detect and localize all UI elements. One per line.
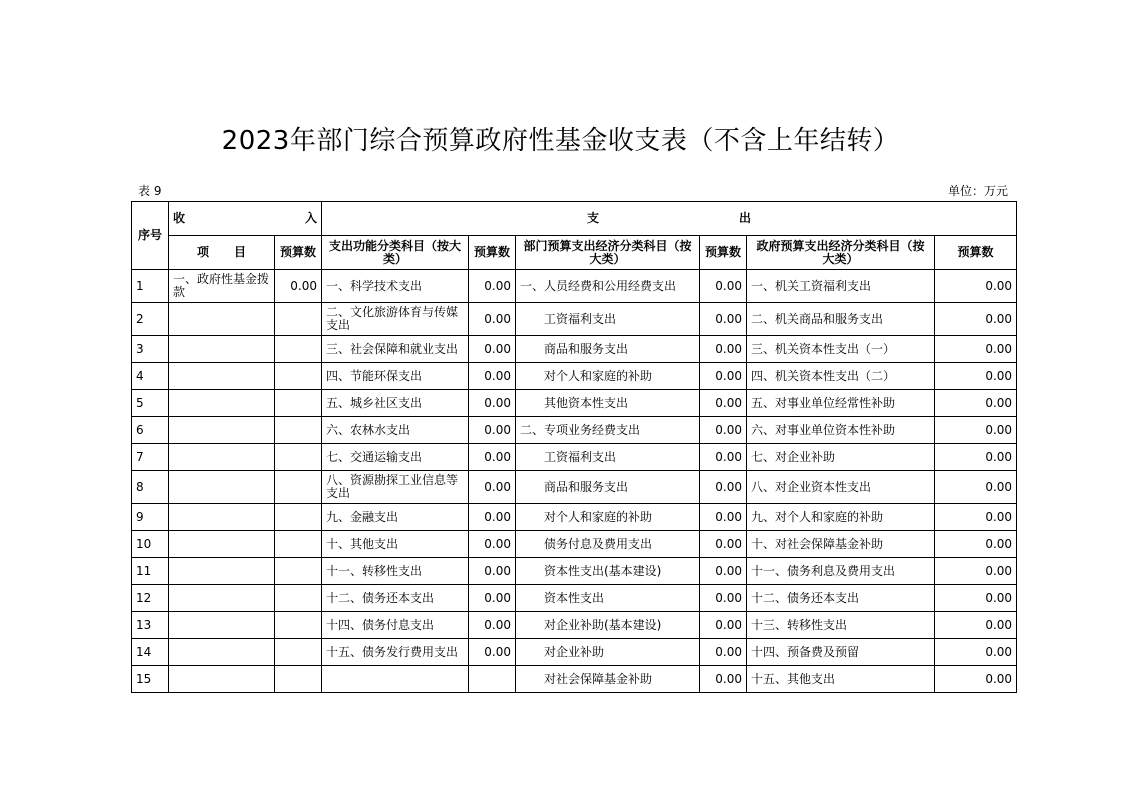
func-item: 四、节能环保支出 [322,363,469,390]
expense-header-char-1: 支 [587,211,600,225]
row-number: 14 [132,639,169,666]
gov-amount: 0.00 [935,504,1017,531]
func-header: 支出功能分类科目（按大类） [322,236,469,270]
income-amount [275,390,322,417]
income-item [169,471,275,504]
gov-amount: 0.00 [935,303,1017,336]
unit-label: 单位：万元 [947,184,1008,198]
dept-amount: 0.00 [700,444,747,471]
func-amount: 0.00 [469,336,516,363]
gov-amount: 0.00 [935,390,1017,417]
gov-item: 二、机关商品和服务支出 [747,303,935,336]
row-number: 7 [132,444,169,471]
income-item [169,417,275,444]
dept-amount: 0.00 [700,363,747,390]
dept-item: 对社会保障基金补助 [516,666,700,693]
dept-amount: 0.00 [700,666,747,693]
header-row-1 [132,202,1017,236]
expense-header [322,202,1017,236]
dept-amount: 0.00 [700,336,747,363]
table-row [132,270,1017,303]
gov-amount: 0.00 [935,558,1017,585]
table-row [132,666,1017,693]
func-item: 七、交通运输支出 [322,444,469,471]
dept-header: 部门预算支出经济分类科目（按大类） [516,236,700,270]
dept-amount: 0.00 [700,504,747,531]
income-amount [275,585,322,612]
dept-item: 一、人员经费和公用经费支出 [516,270,700,303]
dept-amount: 0.00 [700,531,747,558]
table-row [132,585,1017,612]
income-item [169,336,275,363]
dept-amount: 0.00 [700,558,747,585]
gov-item: 六、对事业单位资本性补助 [747,417,935,444]
row-number: 5 [132,390,169,417]
gov-amount: 0.00 [935,363,1017,390]
expense-header-char-2: 出 [739,211,752,225]
func-amount: 0.00 [469,303,516,336]
income-item [169,303,275,336]
seq-header: 序号 [132,202,169,270]
func-amount: 0.00 [469,471,516,504]
row-number: 2 [132,303,169,336]
income-item [169,558,275,585]
dept-amount: 0.00 [700,303,747,336]
income-amount [275,666,322,693]
income-amount [275,558,322,585]
gov-item: 一、机关工资福利支出 [747,270,935,303]
func-amount: 0.00 [469,558,516,585]
row-number: 10 [132,531,169,558]
gov-budget-header: 预算数 [935,236,1017,270]
gov-amount: 0.00 [935,270,1017,303]
item-header-char-2: 目 [234,245,247,259]
gov-item: 十四、预备费及预留 [747,639,935,666]
func-amount: 0.00 [469,444,516,471]
income-item [169,666,275,693]
gov-amount: 0.00 [935,471,1017,504]
income-budget-header: 预算数 [275,236,322,270]
row-number: 3 [132,336,169,363]
gov-amount: 0.00 [935,336,1017,363]
gov-amount: 0.00 [935,444,1017,471]
func-item: 十二、债务还本支出 [322,585,469,612]
dept-item: 对个人和家庭的补助 [516,363,700,390]
income-header-char-2: 入 [304,211,317,225]
func-amount: 0.00 [469,390,516,417]
row-number: 12 [132,585,169,612]
table-row [132,336,1017,363]
dept-item: 工资福利支出 [516,444,700,471]
income-amount [275,531,322,558]
income-header [169,202,322,236]
func-item: 十五、债务发行费用支出 [322,639,469,666]
row-number: 15 [132,666,169,693]
income-amount [275,363,322,390]
table-row [132,444,1017,471]
income-item [169,390,275,417]
gov-item: 十一、债务利息及费用支出 [747,558,935,585]
dept-item: 商品和服务支出 [516,471,700,504]
table-row [132,417,1017,444]
func-amount [469,666,516,693]
func-amount: 0.00 [469,531,516,558]
dept-amount: 0.00 [700,417,747,444]
table-row [132,558,1017,585]
income-item [169,531,275,558]
dept-amount: 0.00 [700,585,747,612]
gov-item: 九、对个人和家庭的补助 [747,504,935,531]
dept-budget-header: 预算数 [700,236,747,270]
income-item [169,444,275,471]
income-amount [275,612,322,639]
gov-item: 八、对企业资本性支出 [747,471,935,504]
func-item [322,666,469,693]
table-row [132,390,1017,417]
budget-table [131,201,1017,693]
gov-header: 政府预算支出经济分类科目（按大类） [747,236,935,270]
income-amount [275,444,322,471]
income-amount [275,639,322,666]
income-item [169,639,275,666]
income-amount [275,336,322,363]
gov-amount: 0.00 [935,417,1017,444]
page-title: 2023年部门综合预算政府性基金收支表（不含上年结转） [221,126,900,156]
header-row-2 [132,236,1017,270]
table-row [132,471,1017,504]
dept-amount: 0.00 [700,390,747,417]
gov-item: 四、机关资本性支出（二） [747,363,935,390]
gov-item: 十二、债务还本支出 [747,585,935,612]
income-amount [275,417,322,444]
dept-item: 对个人和家庭的补助 [516,504,700,531]
dept-amount: 0.00 [700,612,747,639]
table-row [132,639,1017,666]
table-row [132,303,1017,336]
row-number: 9 [132,504,169,531]
gov-item: 十、对社会保障基金补助 [747,531,935,558]
gov-item: 三、机关资本性支出（一） [747,336,935,363]
item-header-char-1: 项 [196,245,209,259]
row-number: 13 [132,612,169,639]
func-amount: 0.00 [469,270,516,303]
dept-item: 资本性支出 [516,585,700,612]
item-header [169,236,275,270]
dept-item: 对企业补助(基本建设) [516,612,700,639]
dept-item: 对企业补助 [516,639,700,666]
dept-item: 工资福利支出 [516,303,700,336]
row-number: 6 [132,417,169,444]
table-row [132,531,1017,558]
func-item: 九、金融支出 [322,504,469,531]
func-amount: 0.00 [469,363,516,390]
row-number: 8 [132,471,169,504]
func-amount: 0.00 [469,585,516,612]
table-row [132,363,1017,390]
func-amount: 0.00 [469,504,516,531]
table-number: 表 9 [138,184,162,198]
gov-item: 十三、转移性支出 [747,612,935,639]
func-item: 十四、债务付息支出 [322,612,469,639]
func-item: 五、城乡社区支出 [322,390,469,417]
func-item: 六、农林水支出 [322,417,469,444]
gov-item: 七、对企业补助 [747,444,935,471]
gov-amount: 0.00 [935,612,1017,639]
func-item: 十、其他支出 [322,531,469,558]
income-amount [275,303,322,336]
func-amount: 0.00 [469,417,516,444]
func-item: 十一、转移性支出 [322,558,469,585]
table-row [132,612,1017,639]
income-item [169,585,275,612]
dept-amount: 0.00 [700,471,747,504]
gov-amount: 0.00 [935,639,1017,666]
func-item: 八、资源勘探工业信息等支出 [322,471,469,504]
row-number: 4 [132,363,169,390]
dept-item: 商品和服务支出 [516,336,700,363]
table-row [132,504,1017,531]
dept-item: 资本性支出(基本建设) [516,558,700,585]
gov-amount: 0.00 [935,585,1017,612]
func-amount: 0.00 [469,639,516,666]
func-amount: 0.00 [469,612,516,639]
gov-item: 五、对事业单位经常性补助 [747,390,935,417]
income-item [169,363,275,390]
dept-item: 二、专项业务经费支出 [516,417,700,444]
func-item: 三、社会保障和就业支出 [322,336,469,363]
income-item [169,504,275,531]
gov-item: 十五、其他支出 [747,666,935,693]
income-item [169,612,275,639]
income-header-char-1: 收 [173,211,186,225]
row-number: 1 [132,270,169,303]
func-item: 一、科学技术支出 [322,270,469,303]
func-item: 二、文化旅游体育与传媒支出 [322,303,469,336]
income-item: 一、政府性基金拨款 [169,270,275,303]
gov-amount: 0.00 [935,531,1017,558]
row-number: 11 [132,558,169,585]
dept-item: 债务付息及费用支出 [516,531,700,558]
income-amount: 0.00 [275,270,322,303]
dept-item: 其他资本性支出 [516,390,700,417]
income-amount [275,471,322,504]
func-budget-header: 预算数 [469,236,516,270]
gov-amount: 0.00 [935,666,1017,693]
dept-amount: 0.00 [700,270,747,303]
income-amount [275,504,322,531]
dept-amount: 0.00 [700,639,747,666]
